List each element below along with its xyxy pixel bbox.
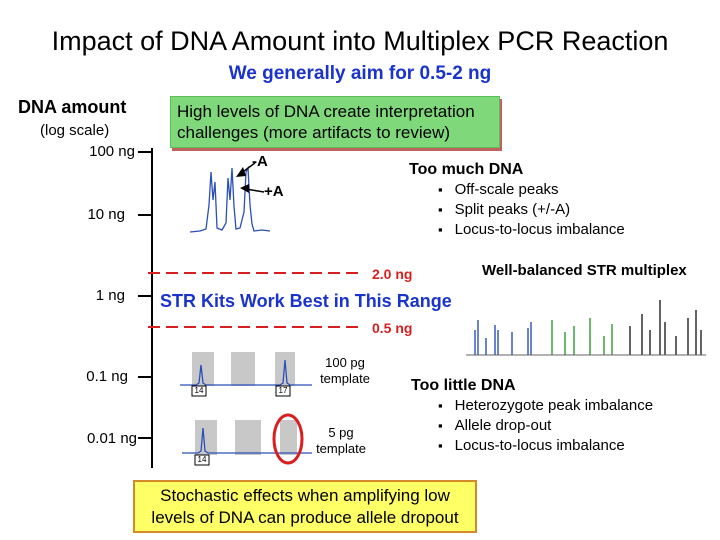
upper-bound-label: 2.0 ng: [372, 266, 413, 282]
too-much-list: [438, 180, 625, 240]
too-little-list: [438, 396, 653, 456]
plus-a-label: +A: [264, 183, 284, 200]
pg100-bin-3: [275, 352, 295, 386]
too-much-item: ▪ Off-scale peaks: [438, 180, 625, 200]
too-much-title: Too much DNA: [409, 161, 524, 178]
too-little-title: Too little DNA: [411, 377, 516, 394]
pg5-allele-14: 14: [197, 455, 207, 464]
pg100-allele-14: 14: [194, 386, 204, 395]
split-peaks-trace: [190, 168, 270, 232]
tick-100ng: 100 ng: [89, 143, 135, 160]
axis-subtitle: (log scale): [40, 122, 110, 139]
pg5-bin-2: [235, 420, 261, 455]
slide-title: Impact of DNA Amount into Multiplex PCR Reaction: [51, 26, 669, 56]
multiplex-panel-bg: [466, 276, 704, 356]
pg100-label: 100 pg template: [320, 355, 370, 386]
tick-0-01ng: 0.01 ng: [86, 430, 137, 447]
pg5-bin-3: [280, 420, 297, 455]
too-much-item: ▪ Split peaks (+/-A): [438, 200, 625, 220]
tick-10ng: 10 ng: [87, 206, 125, 223]
stochastic-callout: Stochastic effects when amplifying low levels of DNA can produce allele dropout: [133, 480, 477, 533]
too-little-item: ▪ Allele drop-out: [438, 416, 653, 436]
pg100-bin-2: [231, 352, 255, 386]
minus-a-arrowhead: [236, 167, 246, 177]
high-dna-callout: High levels of DNA create interpretation challenges (more artifacts to review): [170, 96, 500, 148]
pg5-label: 5 pg template: [316, 425, 366, 456]
optimal-range-label: STR Kits Work Best in This Range: [160, 291, 452, 311]
tick-0-1ng: 0.1 ng: [86, 368, 128, 385]
well-balanced-label: Well-balanced STR multiplex: [482, 262, 687, 279]
minus-a-label: -A: [252, 153, 268, 170]
too-little-item: ▪ Heterozygote peak imbalance: [438, 396, 653, 416]
too-much-item: ▪ Locus-to-locus imbalance: [438, 220, 625, 240]
axis-title: DNA amount: [18, 97, 127, 117]
tick-1ng: 1 ng: [95, 287, 125, 304]
too-little-item: ▪ Locus-to-locus imbalance: [438, 436, 653, 456]
pg100-allele-17: 17: [278, 386, 288, 395]
lower-bound-label: 0.5 ng: [372, 320, 413, 336]
pg5-bin-1: [195, 420, 217, 455]
slide-subtitle: We generally aim for 0.5-2 ng: [228, 63, 492, 84]
